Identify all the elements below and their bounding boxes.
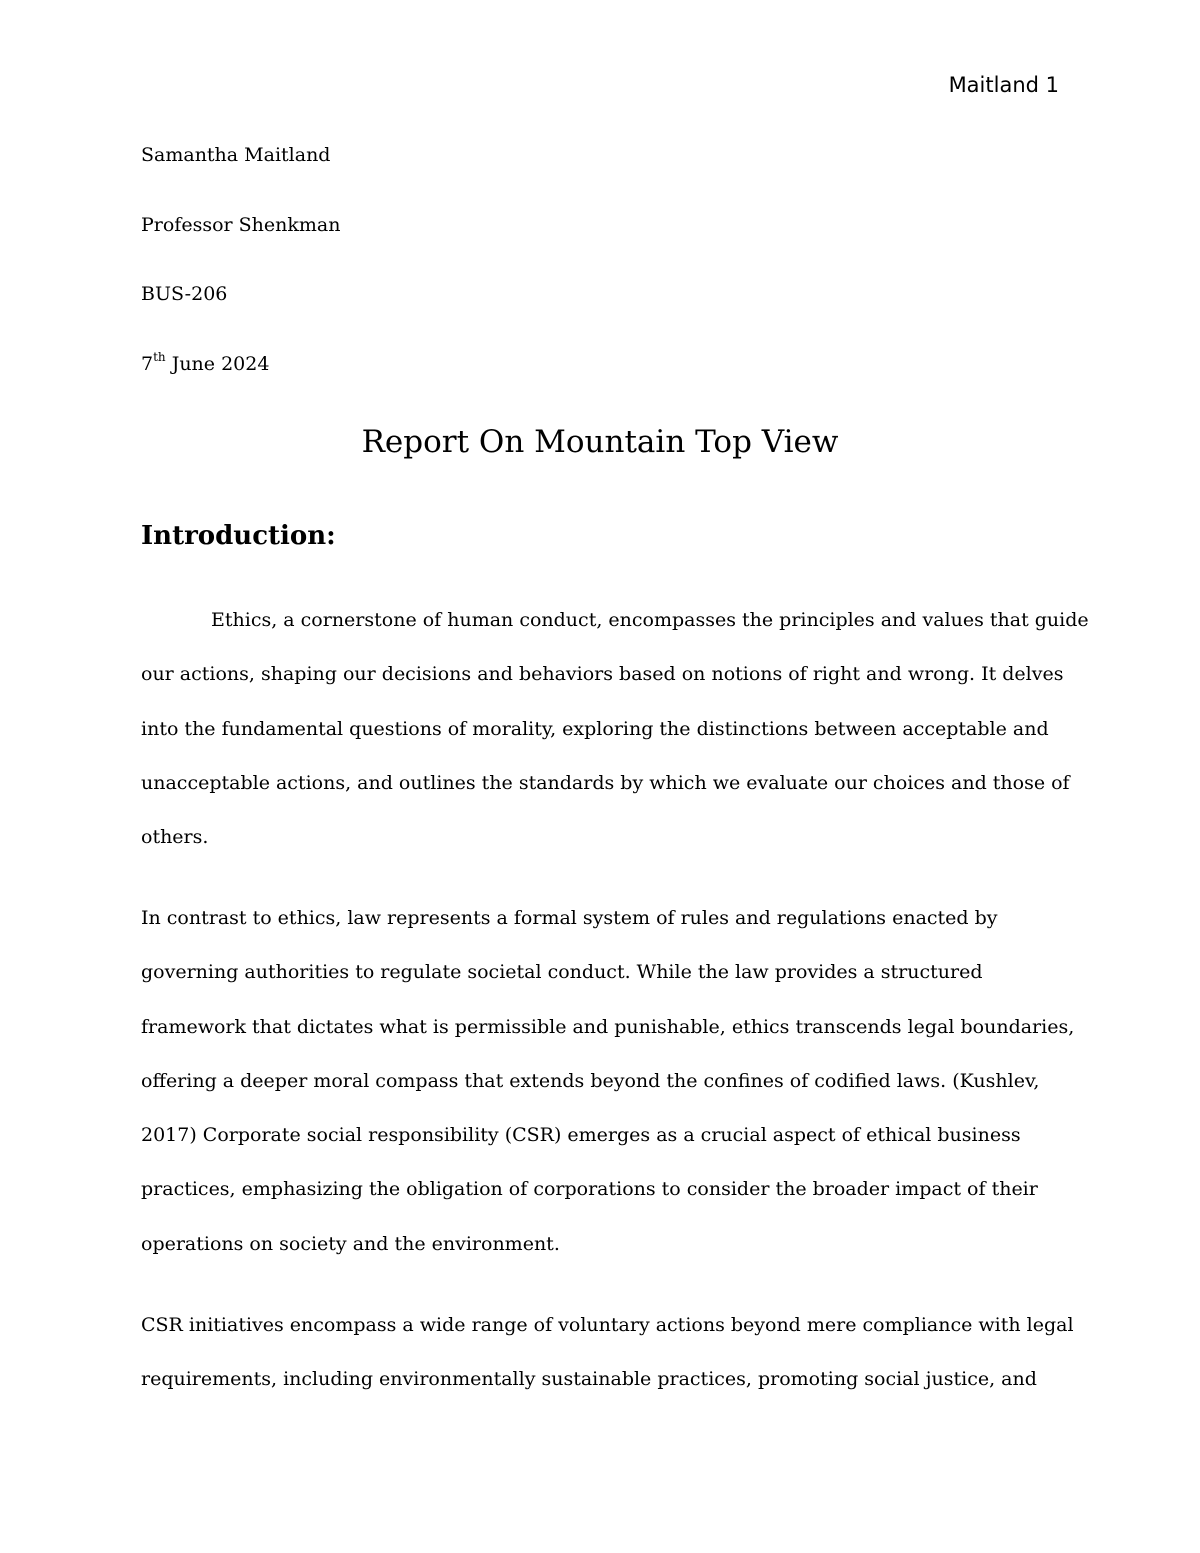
paragraph-line: practices, emphasizing the obligation of corporations to consider the broader impact of their: [141, 1178, 1038, 1201]
instructor-name: Professor Shenkman: [141, 214, 341, 236]
paragraph-line: operations on society and the environment.: [141, 1232, 560, 1255]
paragraph-line: CSR initiatives encompass a wide range of voluntary actions beyond mere compliance with legal: [141, 1314, 1074, 1336]
running-head: Maitland 1: [948, 73, 1059, 97]
paragraph-line: our actions, shaping our decisions and behaviors based on notions of right and wrong. It delves: [141, 663, 1064, 686]
submission-date: [141, 349, 269, 379]
date-day: 7: [141, 353, 154, 375]
paragraph-line: 2017) Corporate social responsibility (CSR) emerges as a crucial aspect of ethical business: [141, 1124, 1021, 1147]
paragraph-3: [141, 1298, 1074, 1407]
date-month-year: June 2024: [165, 353, 270, 375]
date-ordinal-suffix: th: [153, 349, 166, 364]
paragraph-line: offering a deeper moral compass that extends beyond the confines of codified laws. (Kushlev,: [141, 1069, 1040, 1092]
paragraph-line: others.: [141, 826, 209, 849]
paragraph-line: into the fundamental questions of morality, exploring the distinctions between acceptable and: [141, 717, 1049, 740]
paragraph-line: Ethics, a cornerstone of human conduct, encompasses the principles and values that guide: [211, 609, 1089, 631]
student-name: Samantha Maitland: [141, 144, 331, 166]
paragraph-line: governing authorities to regulate societal conduct. While the law provides a structured: [141, 961, 983, 984]
paragraph-line: requirements, including environmentally sustainable practices, promoting social justice, and: [141, 1368, 1037, 1391]
paragraph-line: unacceptable actions, and outlines the standards by which we evaluate our choices and those of: [141, 771, 1070, 794]
paragraph-line: In contrast to ethics, law represents a formal system of rules and regulations enacted by: [141, 907, 998, 929]
paragraph-1: [141, 593, 1089, 864]
course-code: BUS-206: [141, 283, 228, 305]
paragraph-line: framework that dictates what is permissible and punishable, ethics transcends legal boundaries,: [141, 1015, 1075, 1038]
report-title: Report On Mountain Top View: [361, 424, 839, 460]
paragraph-2: [141, 891, 1075, 1271]
section-heading-introduction: Introduction:: [141, 521, 336, 551]
